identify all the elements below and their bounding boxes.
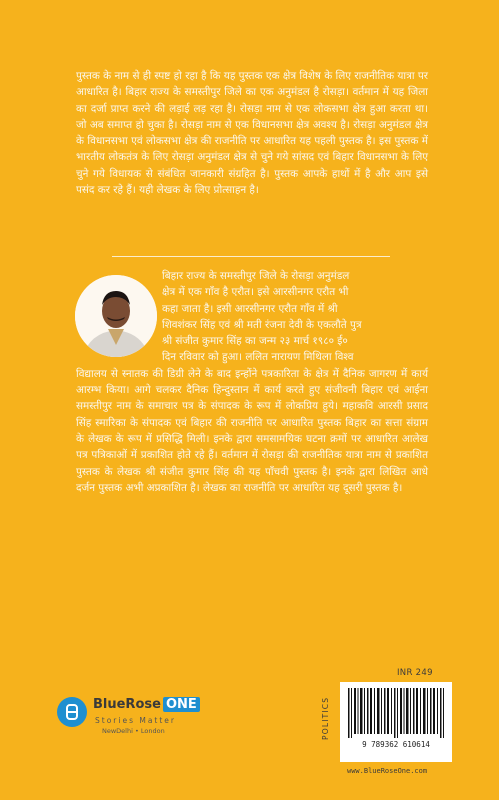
- bio-line: कहा जाता है। इसी आरसीनगर एरौत गाँव में श्री: [162, 302, 338, 315]
- bio-line: बिहार राज्य के समस्तीपुर जिले के रोसड़ा अनुमंडल: [162, 270, 350, 282]
- publisher-logo-icon: [57, 697, 87, 727]
- bio-continuation: विद्यालय से स्नातक की डिग्री लेने के बाद इन्होंने पत्रकारिता के क्षेत्र में दैनिक जागरण में कार्य आरम्भ किया। आगे चलकर दैनिक हिन्दुस्तान में कार्य करते हुए संजीवनी बिहार एवं आईना समस्तीपुर नाम के समाचार पत्र के संपादक के रूप में लोकप्रिय हुये। महाकवि आरसी प्रसाद सिंह स्मारिका के संपादक एवं बिहार की राजनीति पर आधारित पुस्तक बिहार का सत्ता संग्राम के लेखक के रूप में प्रसिद्धि मिली। इनके द्वारा समसामयिक घटना क्रमों पर आधारित आलेख पत्र पत्रिकाओं में प्रकाशित होते रहे हैं। वर्तमान में रोसड़ा की राजनीतिक यात्रा नाम से प्रकाशित पुस्तक के लेखक श्री संजीत कुमार सिंह की यह पाँचवी पुस्तक है। इनके द्वारा लिखित आधे दर्जन पुस्तक अभी अप्रकाशित है। लेखक का राजनीति पर आधारित यह दूसरी पुस्तक है।: [76, 367, 428, 494]
- bio-line: श्री संजीत कुमार सिंह का जन्म २३ मार्च १९८० ई०: [162, 335, 348, 348]
- section-divider: [112, 256, 390, 257]
- author-bio: [76, 268, 428, 496]
- publisher-tagline: Stories Matter: [95, 716, 177, 725]
- price-label: INR 249: [397, 668, 433, 678]
- bio-line: दिन रविवार को हुआ। ललित नारायण मिथिला विश्व: [162, 351, 354, 364]
- publisher-website[interactable]: www.BlueRoseOne.com: [347, 767, 428, 775]
- publisher-logo: [93, 697, 200, 712]
- publisher-locations: NewDelhi • London: [102, 727, 165, 735]
- category-label: POLITICS: [321, 696, 330, 740]
- intro-paragraph: पुस्तक के नाम से ही स्पष्ट हो रहा है कि यह पुस्तक एक क्षेत्र विशेष के लिए राजनीतिक यात्रा पर आधारित है। बिहार राज्य के समस्तीपुर जिले का एक अनुमंडल है रोसड़ा। वर्तमान में यह जिला का दर्जा प्राप्त करने की लड़ाई लड़ रहा है। रोसड़ा नाम से एक लोकसभा क्षेत्र हुआ करता था। जो अब समाप्त हो चुका है। रोसड़ा नाम से एक विधानसभा क्षेत्र अवश्य है। रोसड़ा अनुमंडल क्षेत्र के विधानसभा एवं लोकसभा क्षेत्र की राजनीति पर आधारित यह पहली पुस्तक है। इस पुस्तक में भारतीय लोकतंत्र के लिए रोसड़ा अनुमंडल क्षेत्र से चुने गये सांसद एवं बिहार विधानसभा के लिए चुने गये विधायक से संबंधित जानकारी संग्रहित है। पुस्तक आपके हाथों में है और आप इसे पसंद कर रहे हैं। यही लेखक के लिए प्रोत्साहन है।: [76, 70, 428, 197]
- bio-line: शिवशंकर सिंह एवं श्री मती रंजना देवी के एकलौते पुत्र: [162, 318, 362, 331]
- isbn-number: 9 789362 610614: [362, 740, 430, 749]
- bio-line: क्षेत्र में एक गाँव है एरौत। इसे आरसीनगर एरौत भी: [162, 286, 349, 299]
- barcode-icon: [346, 688, 446, 738]
- isbn-barcode: [340, 682, 452, 762]
- publisher-name-suffix: ONE: [163, 697, 200, 712]
- publisher-name: BlueRose: [93, 697, 161, 712]
